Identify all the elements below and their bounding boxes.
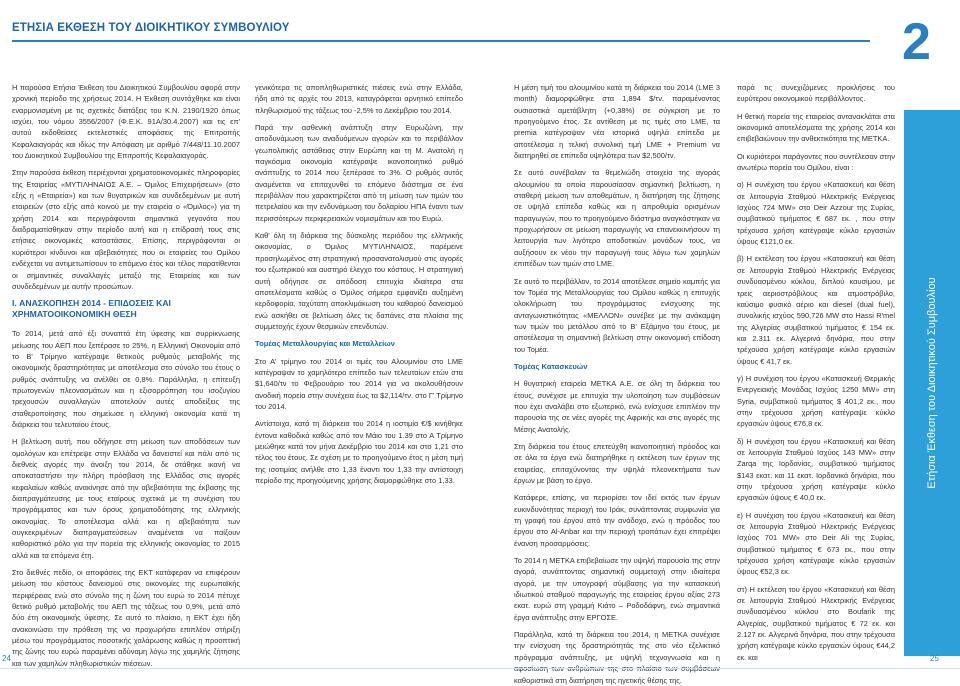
sidebar-label: Ετήσια Έκθεση του Διοικητικού Συμβουλίου — [926, 277, 938, 489]
paragraph: στ) Η εκτέλεση του έργου «Κατασκευή και θέση σε λειτουργία Σταθμού Ηλεκτρικής Ενέργειας συνδυασμένου κύκλου στο Boufarik της Αλγερίας, συμβατικού τιμήματος € 72 εκ. και 2.127 εκ. Αλγερινά δηνάρια, που στην τρέχουσα χρήση κατέγραψε κύκλο εργασιών ύψους €44,2 εκ. και — [737, 584, 895, 662]
paragraph: Το 2014 η ΜΕΤΚΑ επιβεβαίωσε την υψηλή παρουσία της στην αγορά, συνάπτοντας σημαντική συμμετοχή στην ιδιαίτερα αγορά, με την υπογραφή σύμβασης για την κατασκευή ιδιωτικού σταθμού παραγωγής της εταιρείας έργου αξίας 273 εκατ. ευρώ στη γραμμή Κιάτο – Ροδοδάφνη, ενώ σημαντικά έργα ανάπτυξης στην ΕΡΓΟΣΕ. — [514, 556, 720, 622]
paragraph: Η θετική πορεία της εταιρείας αντανακλάται στα οικονομικά αποτελέσματα της χρήσης 2014 και επιβεβαιώνουν την ανθεκτικότητα της ΜΕΤΚΑ. — [737, 111, 895, 144]
paragraph: Παρά την ασθενική ανάπτυξη στην Ευρωζώνη, την αποδυνάμωση των αναδυόμενων αγορών και το περιβάλλον γεωπολιτικής αστάθειας στην Ευρώπη και τη Μ. Ανατολή η παγκόσμια οικονομία κατέγραψε ικανοποιητικό ρυθμό ανάπτυξης το 2014 που ξεπέρασε το 3%. Ο ρυθμός αυτός αναμένεται να επιταχυνθεί το επόμενο διάστημα σε ένα περιβάλλον που χαρακτηρίζεται από τη μείωση των τιμών του πετρελαίου και την ενδυνάμωση του δολαρίου ΗΠΑ έναντι των περισσότερων περιφερειακών νομισμάτων και του Ευρώ. — [255, 123, 463, 223]
paragraph: Κατάφερε, επίσης, να περιορίσει τον ιδεί εκτός των έργων ευκινδυνότητας περιοχή του Ιράκ, συνάπτοντας συμφωνία για τη γραφή του έργου από την ανάδοχο, ενώ η πρόοδος του έργου στο Al-Anbar και την περιοχή τροπάτων έχει επιτρέψει ένανση προσαρμόσεις. — [514, 493, 720, 548]
header-rule — [12, 40, 870, 42]
paragraph: Οι κυριότεροι παράγοντες που συντέλεσαν στην ανωτέρω πορεία του Ομίλου, είναι : — [737, 151, 895, 173]
paragraph: Η βελτίωση αυτή, που οδήγησε στη μείωση των αποδόσεων των ομολόγων και επέτρεψε στην Ελλάδα να δανειστεί και πάλι από τις διεθνείς αγορές την άνοιξη του 2014, δε στάθηκε ικανή να αποκαταστήσει την πλήρη πρόσβαση της Ελλάδας στις αγορές κεφαλαίων καθώς ανακίνησε από την αβεβαιότητα της έκβασης της διαπραγμάτευσης με τους εταίρους σχετικά με τη συνέχιση του προγράμματος και των όρους χρηματοδότησης της ελληνικής οικονομίας. Το αποτέλεσμα αλλά και η αβεβαιότητα των συγκεκριμένων διαπραγματεύσεων αναμένεται να παίξουν καθοριστικό ρόλο για την πορεία της ελληνικής οικονομίας το 2015 αλλά και τα επόμενα έτη. — [12, 437, 240, 560]
paragraph: Στη διάρκεια του έτους επετεύχθη ικανοποιητική πρόοδος και σε όλα τα έργα ενώ διατηρήθηκε η εκτέλεση των έργων της εταιρείας, επιταχύνοντας την υψηλά πλεονεκτήματα των έργων με βάση το έργο. — [514, 441, 720, 485]
page-header-title: ΕΤΗΣΙΑ ΕΚΘΕΣΗ ΤΟΥ ΔΙΟΙΚΗΤΙΚΟΥ ΣΥΜΒΟΥΛΙΟΥ — [12, 22, 290, 34]
paragraph: Σε αυτό το περιβάλλον, το 2014 αποτέλεσε σημείο καμπής για τον Τομέα της Μεταλλουργίας του Ομίλου καθώς η επιτυχής ολοκλήρωση του προγράμματος ενίσχυσης της ανταγωνιστικότητας «ΜΕΛΛΟΝ» συνέβεε με την ανάκαμψη των τιμών του μετάλλου από το Β' Εξάμηνο του έτους, με αποτέλεσμα τη σημαντική βελτίωση στην οικονομική επίδοση του Τομέα. — [514, 276, 720, 354]
paragraph: Στο διεθνές πεδίο, οι αποφάσεις της ΕΚΤ κατάφεραν να επιφέρουν μείωση του κόστους δανεισμού στις οικονομίες της ευρωπαϊκής περιφέρειας ενώ στο σύνολο της η ζώνη του ευρώ το 2014 πέτυχε θετικό ρυθμό μεταβολής του ΑΕΠ της τάξεως του 0,9%, μετά από δύο έτη οικονομικής ύφεσης. Σε αυτό το πλαίσιο, η ΕΚΤ έχει ήδη ανακοινώσει την πρόθεση της να προχωρήσει επιπλέον στήριξη μέσω του προγράμματος ποσοτικής χαλάρωσης καθώς η προοπτική της ζώνης του ευρώ παραμένει αδύναμη λόγω της χαμηλής ζήτησης και των χαμηλών πληθωριστικών πιέσεων. — [12, 568, 240, 668]
chapter-number: 2 — [902, 13, 931, 71]
paragraph: Η μέση τιμή του αλουμινίου κατά τη διάρκεια του 2014 (LME 3 month) διαμορφώθηκε στα 1,894 $/τν. παραμένοντας ουσιαστικά αμετάβλητη (+0,38%) σε σύγκριση με το προηγούμενο έτος. Σε αντίθεση με τις τιμές στο LME, τα premia κατέγραψαν νέα ιστορικά υψηλά επίπεδα με αποτέλεσμα η τελική συνολική τιμή LME + Premium να διατηρηθεί σε επίπεδα υψηλότερα των $2,500/τν. — [514, 83, 720, 161]
paragraph: Παράλληλα, κατά τη διάρκεια του 2014, η ΜΕΤΚΑ συνέχισε την ενίσχυση της δραστηριότητάς της στο νέο εξελικτικό πρόγραμμα ανάπτυξης, με υψηλή τεχνογνωσία και η καθοριστικά στη διατήρηση της ηγετικής θέσης της. — [514, 630, 720, 685]
page-number-left: 24 — [2, 654, 11, 663]
paragraph: α) Η συνέχιση του έργου «Κατασκευή και θέση σε λειτουργία Σταθμού Ηλεκτρικής Ενέργειας Ισχύος 724 MW» στο Deir Azzour της Συρίας, συμβατικού τιμήματος € 687 εκ. , που στην τρέχουσα χρήση κατέγραψε κύκλο εργασιών ύψους €121,0 εκ. — [737, 180, 895, 247]
paragraph: Στην παρούσα έκθεση περιέχονται χρηματοοικονομικές πληροφορίες της Εταιρείας «ΜΥΤΙΛΗΝΑΙΟΣ Α.Ε. – Όμιλος Επιχειρήσεων» (στο εξής η «Εταιρεία») και των θυγατρικών και συνδεδεμένων με αυτή εταιρειών (στο εξής από κοινού με την εταιρεία ο «Όμιλος») για τη χρήση 2014 και περιγράφονται σημαντικά γεγονότα που διαδραματίσθηκαν στην περίοδο αυτή και η επίδρασή τους στις ετήσιες οικονομικές καταστάσεις. Επίσης, περιγράφονται οι κυριότεροι κίνδυνοι και αβεβαιότητες που οι εταιρείες του Ομίλου ενδέχεται να αντιμετωπίσουν το επόμενο έτος και τέλος παρατίθενται οι σημαντικές συναλλαγές μεταξύ της Εταιρείας και των συνδεδεμένων με αυτήν προσώπων. — [12, 168, 240, 291]
paragraph: Σε αυτό συνέβαλαν τα θεμελιώδη στοιχεία της αγοράς αλουμινίου τα οποία παρουσίασαν σημαντική βελτίωση, η σταθερή μείωση των αποθεμάτων, η διατήρηση της ζήτησης σε υψηλά επίπεδα καθώς και η απροθυμία ορισμένων παραγωγών, που το προηγούμενο διάστημα αναγκάστηκαν να προχωρήσουν σε μείωση παραγωγής να επανεκκινήσουν τη λειτουργία των λιγότερο αποδοτικών μονάδων τους, να αυξήσουν εκ νέου την παραγωγή τους λόγω των χαμηλών επιπέδων των τιμών στο LME. — [514, 168, 720, 269]
paragraph: γενικότερα τις αποπληθωριστικές πιέσεις ενώ στην Ελλάδα, ήδη από τις αρχές του 2013, καταγράφεται αρνητικό επίπεδο πληθωρισμού της τάξεως του -2,5% το Δεκέμβριο του 2014. — [255, 83, 463, 115]
column-3 — [514, 82, 720, 685]
sidebar-label-wrap — [904, 110, 960, 656]
paragraph: Η θυγατρική εταιρεία ΜΕΤΚΑ Α.Ε. σε όλη τη διάρκεια του έτους, συνέχισε με επιτυχία την υλοποίηση των συμβάσεων που έχει αναλάβει στο εξωτερικό, ενώ ενίσχυσε επιπλέον την παρουσία της σε νέες αγορές της Αφρικής και στις αγορές της Μέσης Ανατολής. — [514, 379, 720, 434]
subheading-metallurgy: Τομέας Μεταλλουργίας και Μεταλλείων — [255, 339, 395, 349]
section-title: I. ΑΝΑΣΚΟΠΗΣΗ 2014 - ΕΠΙΔΟΣΕΙΣ ΚΑΙ ΧΡΗΜΑΤΟΟΙΚΟΝΟΜΙΚΗ ΘΕΣΗ — [12, 298, 171, 320]
column-4 — [737, 82, 895, 662]
paragraph: Το 2014, μετά από έξι συναπτά έτη ύφεσης και συρρίκνωσης μείωσης του ΑΕΠ που ξεπέρασε το 25%, η Ελληνική Οικονομία από το Β' Τρίμηνο κατέγραψε θετικούς ρυθμούς μεταβολής της οικονομικής δραστηριότητας με αποτέλεσμα στο σύνολο του έτους ο ρυθμός ανάπτυξης να ανέλθει σε 0,8%. Παράλληλα, η επίτευξη πρωτογενών πλεονασμάτων και η εξισορρόπηση του ισοζυγίου τρεχουσών συναλλαγών αποτελούν αυτές αποδείξεις της σταθεροποίησης που σημείωσε η ελληνική οικονομία κατά τη διάρκεια του τελευταίου έτους. — [12, 329, 240, 429]
paragraph: ε) Η συνέχιση του έργου «Κατασκευή και θέση σε λειτουργία Σταθμού Ηλεκτρικής Ενέργειας Ισχύος 701 MW» στο Deir Ali της Συρίας, συμβατικού τιμήματος € 673 εκ., που στην τρέχουσα χρήση κατέγραψε κύκλο εργασιών ύψους €52,3 εκ. — [737, 510, 895, 577]
column-2 — [255, 82, 463, 642]
page-number-right: 25 — [930, 654, 939, 663]
subheading-construction: Τομέας Κατασκευών — [514, 361, 588, 371]
column-1 — [12, 82, 240, 668]
paragraph: Αντίστοιχα, κατά τη διάρκεια του 2014 η ιοστιμία €/$ κινήθηκε έντονα καθοδικά καθώς από τον Μάιο του 1.39 στο Α Τρίμηνο μειώθηκε κατά τον μήνα Δεκέμβριο του 2014 και στο 1,21 στο τέλος του έτους. Σε σχέση με το προηγούμενο έτος η μέση τιμή της ισοτιμίας ανήλθε στο 1,33 έναντι του 1,33 την αντίστοιχη περίοδο της προηγούμενης χρήσης διαμορφώθηκε στο 1,33. — [255, 419, 463, 485]
paragraph: β) Η εκτέλεση του έργου «Κατασκευή και θέση σε λειτουργία Σταθμού Ηλεκτρικής Ενέργειας συνδυασμένου κύκλου, διπλού καυσίμου, με τρεις αεριοστρόβιλους και ατμοστρόβιλο, καύσιμο φυσικό αέριο και diesel (dual fuel), συνολικής ισχύος 590,726 MW στο Hassi R'mel της Αλγερίας συμβατικού τιμήματος € 154 εκ. και 2.311 εκ. Αλγερινά δηνάρια, που στην τρέχουσα χρήση κατέγραψε κύκλο εργασιών ύψους € 41,7 εκ. — [737, 254, 895, 366]
paragraph: Στο Α' τρίμηνο του 2014 οι τιμές του Αλουμινίου στο LME κατέγραψαν το χαμηλότερο επίπεδο των τελευταίων ετών στα $1,640/τν το Φεβρουάριο του 2014 για να ακολουθήσουν ανοδική πορεία στην συνέχεια έως τα $2,114/τν. στο Γ' Τρίμηνο του 2014. — [255, 356, 463, 411]
paragraph: δ) Η συνέχιση του έργου «Κατασκευή και θέση σε λειτουργία Σταθμού Ισχύος 143 MW» στην Zarqa της Ιορδανίας, συμβατικού τιμήματος $143 εκατ. και 11 εκατ. Ιορδανικά δηνάρια, που στην τρέχουσα χρήση κατέγραψε κύκλο εργασιών ύψους € 40,0 εκ. — [737, 436, 895, 503]
paragraph: Καθ' όλη τη διάρκεια της δύσκολης περιόδου της ελληνικής οικονομίας, ο Όμιλος ΜΥΤΙΛΗΝΑΙΟΣ, παρέμεινε προσηλωμένος στη στρατηγική προσανατολισμού στις αγορές του εξωτερικού και αυστηρό έλεγχο του κόστους. Η στρατηγική αυτή οδήγησε σε απόδοση επιτυχία ιδιαίτερα στα αποτελέσματα καθώς ο Όμιλος σήμερα εμφανίζει αυξημένη κερδοφορία, ταχύτατη αποκλιμάκωση του καθαρού δανεισμού ενώ ασκήθει σε βελτίωση όλες τις δαπάνες στα πλαίσια της συμμετοχής έχουν θεσμικών επενδυτών. — [255, 231, 463, 331]
paragraph: γ) Η συνέχιση του έργου «Κατασκευή Θερμικής Ενεργειακής Μονάδας Ισχύος 1250 MW» στη Syria, συμβατικού τιμήματος $ 401,2 εκ., που στην τρέχουσα χρήση κατέγραψε κύκλο εργασιών ύψους €76,8 εκ. — [737, 373, 895, 429]
paragraph: παρά τις συνεχιζόμενες προκλήσεις του ευρύτερου οικονομικού περιβάλλοντος. — [737, 83, 895, 104]
bottom-rule — [0, 668, 960, 669]
chapter-sidebar — [904, 110, 960, 656]
paragraph: Η παρούσα Ετήσια Έκθεση του Διοικητικού Συμβουλίου αφορά στην χρονική περίοδο της χρήσεως 2014. Η Έκθεση συντάχθηκε και είναι εναρμονισμένη με τις σχετικές διατάξεις του Κ.Ν. 2190/1920 όπως ισχύει, του νόμου 3556/2007 (Φ.Ε.Κ. 91Α/30.4.2007) και τις επ' αυτού εκδοθείσες εκτελεστικές αποφάσεις της Επιτροπής Κεφαλαιαγοράς και ιδίως την Απόφαση με αριθμό 7/448/11.10.2007 του Διοικητικού Συμβουλίου της Επιτροπής Κεφαλαιαγοράς. — [12, 83, 240, 161]
